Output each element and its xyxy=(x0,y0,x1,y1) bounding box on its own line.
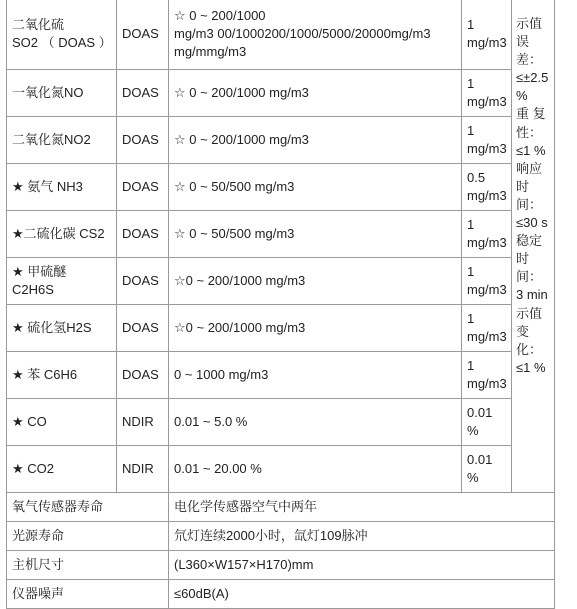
method-cell: NDIR xyxy=(117,399,169,446)
spec-label-cell: 光源寿命 xyxy=(7,522,169,551)
spec-value-cell: (L360×W157×H170)mm xyxy=(169,551,555,580)
resolution-cell: 0.01 % xyxy=(462,399,512,446)
method-cell: DOAS xyxy=(117,0,169,70)
method-cell: DOAS xyxy=(117,305,169,352)
spec-value-cell: 电化学传感器空气中两年 xyxy=(169,493,555,522)
method-cell: DOAS xyxy=(117,258,169,305)
resolution-cell: 0.01 % xyxy=(462,446,512,493)
resolution-cell: 1 mg/m3 xyxy=(462,305,512,352)
table-row xyxy=(7,70,555,117)
resolution-cell: 1 mg/m3 xyxy=(462,0,512,70)
table-row xyxy=(7,352,555,399)
gas-name-cell: 二氧化硫 SO2 （ DOAS ） xyxy=(7,0,117,70)
spec-row xyxy=(7,580,555,609)
gas-name-cell: 一氧化氮NO xyxy=(7,70,117,117)
gas-name-cell: ★ 苯 C6H6 xyxy=(7,352,117,399)
gas-name-cell: ★ CO xyxy=(7,399,117,446)
spec-value-cell: ≤60dB(A) xyxy=(169,580,555,609)
table-row xyxy=(7,211,555,258)
range-cell: ☆ 0 ~ 200/1000 mg/m3 xyxy=(169,70,462,117)
method-cell: DOAS xyxy=(117,352,169,399)
resolution-cell: 0.5 mg/m3 xyxy=(462,164,512,211)
range-cell: ☆ 0 ~ 50/500 mg/m3 xyxy=(169,211,462,258)
table-row xyxy=(7,446,555,493)
table-row xyxy=(7,117,555,164)
spec-row xyxy=(7,551,555,580)
resolution-cell: 1 mg/m3 xyxy=(462,70,512,117)
range-cell: 0.01 ~ 5.0 % xyxy=(169,399,462,446)
table-row xyxy=(7,305,555,352)
gas-name-cell: ★ 硫化氢H2S xyxy=(7,305,117,352)
table-row xyxy=(7,164,555,211)
range-cell: ☆ 0 ~ 200/1000 mg/m3 00/1000200/1000/5000/20000mg/m3 mg/mmg/m3 xyxy=(169,0,462,70)
resolution-cell: 1 mg/m3 xyxy=(462,352,512,399)
method-cell: NDIR xyxy=(117,446,169,493)
range-cell: ☆ 0 ~ 200/1000 mg/m3 xyxy=(169,117,462,164)
gas-name-cell: ★ CO2 xyxy=(7,446,117,493)
range-cell: ☆0 ~ 200/1000 mg/m3 xyxy=(169,258,462,305)
table-row xyxy=(7,0,555,70)
spec-row xyxy=(7,493,555,522)
resolution-cell: 1 mg/m3 xyxy=(462,117,512,164)
method-cell: DOAS xyxy=(117,70,169,117)
gas-name-cell: ★ 甲硫醚 C2H6S xyxy=(7,258,117,305)
spec-value-cell: 氘灯连续2000小时，氙灯109脉冲 xyxy=(169,522,555,551)
spec-table xyxy=(6,0,555,609)
method-cell: DOAS xyxy=(117,164,169,211)
resolution-cell: 1 mg/m3 xyxy=(462,258,512,305)
resolution-cell: 1 mg/m3 xyxy=(462,211,512,258)
spec-row xyxy=(7,522,555,551)
spec-label-cell: 主机尺寸 xyxy=(7,551,169,580)
accuracy-note-cell: 示值 误 差： ≤±2.5 % 重 复 性： ≤1 % 响应 时 间： ≤30 s 稳定 时 间： 3 min 示值 变 化： ≤1 % xyxy=(512,0,555,493)
spec-label-cell: 氧气传感器寿命 xyxy=(7,493,169,522)
gas-name-cell: ★二硫化碳 CS2 xyxy=(7,211,117,258)
table-row xyxy=(7,399,555,446)
range-cell: ☆0 ~ 200/1000 mg/m3 xyxy=(169,305,462,352)
range-cell: ☆ 0 ~ 50/500 mg/m3 xyxy=(169,164,462,211)
table-row xyxy=(7,258,555,305)
method-cell: DOAS xyxy=(117,117,169,164)
gas-name-cell: ★ 氨气 NH3 xyxy=(7,164,117,211)
spec-label-cell: 仪器噪声 xyxy=(7,580,169,609)
range-cell: 0 ~ 1000 mg/m3 xyxy=(169,352,462,399)
gas-name-cell: 二氧化氮NO2 xyxy=(7,117,117,164)
range-cell: 0.01 ~ 20.00 % xyxy=(169,446,462,493)
method-cell: DOAS xyxy=(117,211,169,258)
